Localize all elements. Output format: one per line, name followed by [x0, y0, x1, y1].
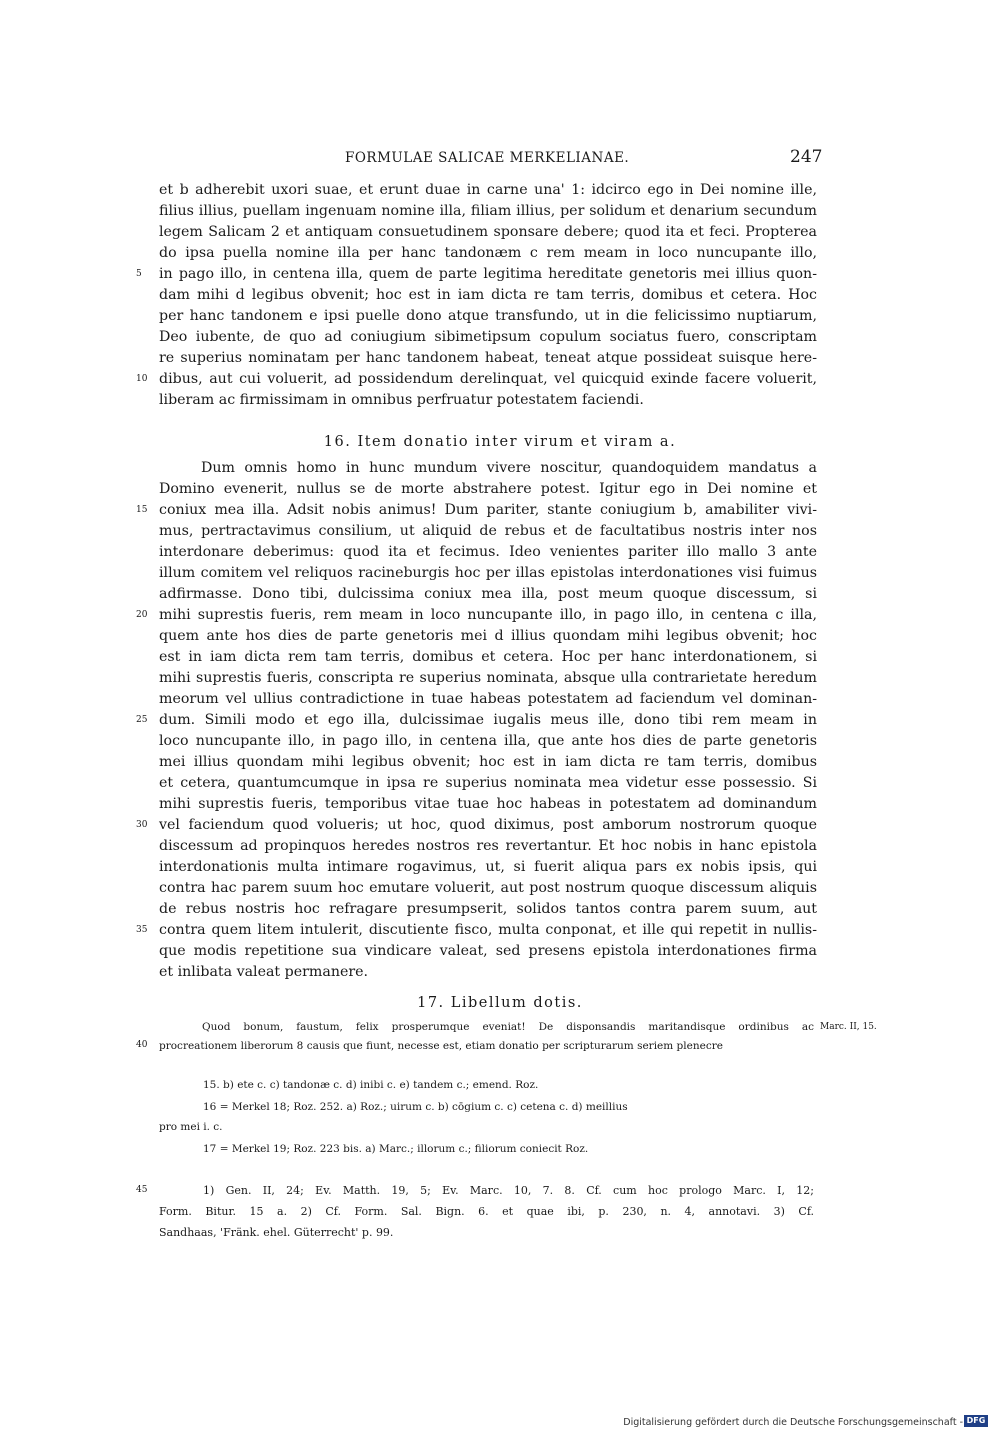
line-number: 10	[136, 374, 148, 384]
text-line: interdonare deberimus: quod ita et fecimus. Ideo venientes pariter illo mallo 3 ante	[159, 544, 817, 560]
line-number: 45	[136, 1185, 148, 1195]
apparatus-note: 15. b) ete c. c) tandonæ c. d) inibi c. e) tandem c.; emend. Roz.	[203, 1079, 539, 1091]
text-line: Domino evenerit, nullus se de morte abstrahere potest. Igitur ego in Dei nomine et	[159, 481, 817, 497]
text-line: vel faciendum quod volueris; ut hoc, quod diximus, post amborum nostrorum quoque	[159, 817, 817, 833]
text-line: do ipsa puella nomine illa per hanc tandonæm c rem meam in loco nuncupante illo,	[159, 245, 817, 261]
text-line: procreationem liberorum 8 causis que fiunt, necesse est, etiam donatio per scripturarum seriem plenecre	[159, 1040, 723, 1052]
text-line: adfirmasse. Dono tibi, dulcissima coniux mea illa, post meum quoque discessum, si	[159, 586, 817, 602]
page-number: 247	[790, 147, 823, 167]
text-line: que modis repetitione sua vindicare valeat, sed presens epistola interdonationes firma	[159, 943, 817, 959]
text-line: de rebus nostris hoc refragare presumpserit, solidos tantos contra parem suum, aut	[159, 901, 817, 917]
text-line: meorum vel ullius contradictione in tuae habeas potestatem ad faciendum vel dominan-	[159, 691, 817, 707]
text-line: mus, pertractavimus consilium, ut aliquid de rebus et de facultatibus nostris inter nos	[159, 523, 817, 539]
section-heading: 17. Libellum dotis.	[417, 995, 583, 1011]
text-line: liberam ac firmissimam in omnibus perfruatur potestatem faciendi.	[159, 392, 644, 408]
text-line: illum comitem vel reliquos racineburgis hoc per illas epistolas interdonationes visi fuimus	[159, 565, 817, 581]
text-line: mihi suprestis fueris, temporibus vitae tuae hoc habeas in potestatem ad dominandum	[159, 796, 817, 812]
line-number: 40	[136, 1040, 148, 1050]
text-line: Dum omnis homo in hunc mundum vivere noscitur, quandoquidem mandatus a	[201, 460, 817, 476]
footnote: 1) Gen. II, 24; Ev. Matth. 19, 5; Ev. Marc. 10, 7. 8. Cf. cum hoc prologo Marc. I, 12;	[203, 1184, 814, 1197]
apparatus-note: 16 = Merkel 18; Roz. 252. a) Roz.; uirum c. b) cōgium c. c) cetena c. d) meillius	[203, 1101, 628, 1113]
line-number: 15	[136, 505, 148, 515]
text-line: per hanc tandonem e ipsi puelle dono atque transfundo, ut in die felicissimo nuptiarum,	[159, 308, 817, 324]
footnote: Sandhaas, 'Fränk. ehel. Güterrecht' p. 99.	[159, 1226, 394, 1239]
text-line: est in iam dicta rem tam terris, domibus et cetera. Hoc per hanc interdonationem, si	[159, 649, 817, 665]
text-line: et cetera, quantumcumque in ipsa re superius nominata mea videtur esse possessio. Si	[159, 775, 817, 791]
line-number: 35	[136, 925, 148, 935]
text-line: filius illius, puellam ingenuam nomine illa, filiam illius, per solidum et denarium secundum	[159, 203, 817, 219]
text-line: et inlibata valeat permanere.	[159, 964, 369, 980]
line-number: 5	[136, 269, 142, 279]
text-line: contra hac parem suum hoc emutare voluerit, aut post nostrum quoque discessum aliquis	[159, 880, 817, 896]
text-line: dam mihi d legibus obvenit; hoc est in iam dicta re tam terris, domibus et cetera. Hoc	[159, 287, 817, 303]
text-line: mihi suprestis fueris, rem meam in loco nuncupante illo, in pago illo, in centena c illa,	[159, 607, 817, 623]
text-line: dum. Simili modo et ego illa, dulcissimae iugalis meus ille, dono tibi rem meam in	[159, 712, 817, 728]
text-line: mihi suprestis fueris, conscripta re superius nominata, absque ulla contrarietate heredum	[159, 670, 817, 686]
text-line: dibus, aut cui voluerit, ad possidendum derelinquat, vel quicquid exinde facere voluerit,	[159, 371, 817, 387]
text-line: loco nuncupante illo, in pago illo, in centena illa, que ante hos dies de parte genetoris	[159, 733, 817, 749]
text-line: interdonationis multa intimare rogavimus, ut, si fuerit aliqua pars ex nobis ipsis, qui	[159, 859, 817, 875]
text-line: et b adherebit uxori suae, et erunt duae in carne una' 1: idcirco ego in Dei nomine ille,	[159, 182, 817, 198]
line-number: 30	[136, 820, 148, 830]
text-line: discessum ad propinquos heredes nostros res revertantur. Et hoc nobis in hanc epistola	[159, 838, 817, 854]
text-line: in pago illo, in centena illa, quem de parte legitima hereditate genetoris mei illius quon-	[159, 266, 817, 282]
section-heading: 16. Item donatio inter virum et viram a.	[323, 434, 677, 450]
dfg-logo: DFG	[964, 1415, 988, 1427]
digitization-credit: Digitalisierung gefördert durch die Deutsche Forschungsgemeinschaft -	[623, 1417, 963, 1428]
line-number: 25	[136, 715, 148, 725]
text-line: contra quem litem intulerit, discutiente fisco, multa conponat, et ille qui repetit in nullis-	[159, 922, 817, 938]
running-title: FORMULAE SALICAE MERKELIANAE.	[345, 150, 630, 166]
text-line: Deo iubente, de quo ad coniugium sibimetipsum copulum sociatus fuero, conscriptam	[159, 329, 817, 345]
text-line: re superius nominatam per hanc tandonem habeat, teneat atque possideat suisque here-	[159, 350, 817, 366]
footnote: Form. Bitur. 15 a. 2) Cf. Form. Sal. Bign. 6. et quae ibi, p. 230, n. 4, annotavi. 3) Cf.	[159, 1205, 814, 1218]
text-line: quem ante hos dies de parte genetoris mei d illius quondam mihi legibus obvenit; hoc	[159, 628, 817, 644]
text-line: Quod bonum, faustum, felix prosperumque eveniat! De disponsandis maritandisque ordinibus ac	[202, 1021, 814, 1033]
apparatus-note: 17 = Merkel 19; Roz. 223 bis. a) Marc.; illorum c.; filiorum coniecit Roz.	[203, 1143, 589, 1155]
text-line: legem Salicam 2 et antiquam consuetudinem sponsare debere; quod ita et feci. Propterea	[159, 224, 817, 240]
apparatus-note: pro mei i. c.	[159, 1121, 223, 1133]
text-line: coniux mea illa. Adsit nobis animus! Dum pariter, stante coniugium b, amabiliter vivi-	[159, 502, 817, 518]
line-number: 20	[136, 610, 148, 620]
text-line: mei illius quondam mihi legibus obvenit; hoc est in iam dicta re tam terris, domibus	[159, 754, 817, 770]
margin-reference: Marc. II, 15.	[820, 1022, 877, 1032]
